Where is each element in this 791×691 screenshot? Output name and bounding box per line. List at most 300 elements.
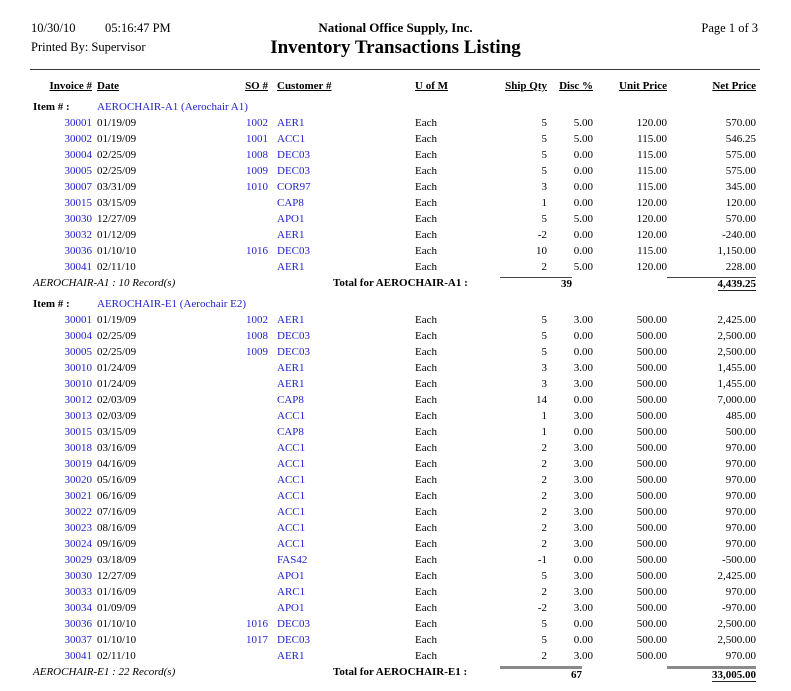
cell-ship-qty: 2 xyxy=(541,442,547,454)
cell-net-price: 970.00 xyxy=(725,474,756,486)
summary-spacer-unit xyxy=(593,275,667,295)
cell-so-link xyxy=(230,424,268,440)
cell-customer-link[interactable]: AER1 xyxy=(277,229,305,241)
group-total-net-value: 33,005.00 xyxy=(712,669,756,681)
cell-uofm: Each xyxy=(415,618,437,630)
transaction-row xyxy=(30,632,756,648)
transaction-row xyxy=(30,520,756,536)
cell-disc-pct: 0.00 xyxy=(573,181,593,193)
cell-customer-link[interactable]: ACC1 xyxy=(277,490,306,502)
cell-disc-pct: 3.00 xyxy=(573,602,593,614)
cell-date: 12/27/09 xyxy=(97,570,137,582)
cell-unit-price: 500.00 xyxy=(636,378,667,390)
cell-unit-price: 500.00 xyxy=(636,346,667,358)
cell-net-price: 970.00 xyxy=(725,490,756,502)
cell-invoice-link[interactable]: 30037 xyxy=(64,634,92,646)
cell-date: 02/11/10 xyxy=(97,261,136,273)
cell-unit-price: 500.00 xyxy=(636,554,667,566)
transaction-row xyxy=(30,408,756,424)
cell-net-price: 2,500.00 xyxy=(717,634,756,646)
cell-date: 09/16/09 xyxy=(97,538,137,550)
group-total-net xyxy=(667,275,756,295)
cell-uofm: Each xyxy=(415,133,437,145)
cell-disc-pct: 0.00 xyxy=(573,229,593,241)
cell-uofm: Each xyxy=(415,330,437,342)
col-header-disc: Disc % xyxy=(559,80,593,92)
item-number-label: Item # : xyxy=(33,100,70,113)
cell-so-link[interactable]: 1009 xyxy=(246,346,268,358)
cell-uofm: Each xyxy=(415,245,437,257)
cell-invoice-link[interactable]: 30012 xyxy=(64,394,92,406)
cell-net-price: 970.00 xyxy=(725,442,756,454)
cell-customer-link[interactable]: DEC03 xyxy=(277,330,310,342)
transaction-row xyxy=(30,616,756,632)
group-summary-row xyxy=(30,664,756,684)
cell-disc-pct: 3.00 xyxy=(573,474,593,486)
cell-invoice-link[interactable]: 30001 xyxy=(64,314,92,326)
cell-customer-link[interactable]: CAP8 xyxy=(277,426,304,438)
cell-so-link xyxy=(230,440,268,456)
cell-uofm: Each xyxy=(415,346,437,358)
cell-uofm: Each xyxy=(415,410,437,422)
cell-date: 01/10/10 xyxy=(97,245,137,257)
transaction-row xyxy=(30,328,756,344)
cell-invoice-link[interactable]: 30019 xyxy=(64,458,92,470)
cell-ship-qty: 5 xyxy=(541,213,547,225)
cell-invoice-link[interactable]: 30033 xyxy=(64,586,92,598)
cell-customer-link[interactable]: APO1 xyxy=(277,213,305,225)
cell-net-price: 546.25 xyxy=(725,133,756,145)
transaction-row xyxy=(30,376,756,392)
transaction-row xyxy=(30,211,756,227)
cell-customer-link[interactable]: ACC1 xyxy=(277,538,306,550)
col-header-customer: Customer # xyxy=(277,80,332,92)
cell-customer-link[interactable]: DEC03 xyxy=(277,618,310,630)
cell-ship-qty: 1 xyxy=(541,426,547,438)
cell-unit-price: 120.00 xyxy=(636,117,667,129)
cell-customer-link[interactable]: CAP8 xyxy=(277,394,304,406)
cell-customer-link[interactable]: ACC1 xyxy=(277,410,306,422)
cell-date: 01/24/09 xyxy=(97,362,137,374)
cell-customer-link[interactable]: AER1 xyxy=(277,362,305,374)
cell-uofm: Each xyxy=(415,149,437,161)
cell-invoice-link[interactable]: 30024 xyxy=(64,538,92,550)
summary-spacer-unit xyxy=(593,664,667,684)
transaction-row xyxy=(30,179,756,195)
col-header-so: SO # xyxy=(245,80,268,92)
cell-disc-pct: 3.00 xyxy=(573,410,593,422)
item-group-header xyxy=(30,98,756,115)
cell-disc-pct: 3.00 xyxy=(573,586,593,598)
cell-net-price: 2,500.00 xyxy=(717,346,756,358)
cell-ship-qty: 5 xyxy=(541,149,547,161)
cell-unit-price: 500.00 xyxy=(636,426,667,438)
transaction-row xyxy=(30,163,756,179)
cell-net-price: 1,455.00 xyxy=(717,378,756,390)
transaction-row xyxy=(30,504,756,520)
cell-uofm: Each xyxy=(415,490,437,502)
cell-date: 01/19/09 xyxy=(97,117,137,129)
cell-customer-link[interactable]: DEC03 xyxy=(277,634,310,646)
cell-disc-pct: 3.00 xyxy=(573,490,593,502)
cell-date: 03/15/09 xyxy=(97,197,137,209)
cell-unit-price: 500.00 xyxy=(636,474,667,486)
cell-unit-price: 500.00 xyxy=(636,522,667,534)
cell-so-link xyxy=(230,568,268,584)
cell-unit-price: 115.00 xyxy=(637,165,667,177)
cell-invoice-link[interactable]: 30036 xyxy=(64,245,92,257)
cell-net-price: 2,425.00 xyxy=(717,314,756,326)
cell-so-link[interactable]: 1002 xyxy=(246,117,268,129)
cell-customer-link[interactable]: APO1 xyxy=(277,570,305,582)
cell-customer-link[interactable]: ACC1 xyxy=(277,458,306,470)
cell-unit-price: 500.00 xyxy=(636,362,667,374)
cell-unit-price: 500.00 xyxy=(636,442,667,454)
transaction-row xyxy=(30,584,756,600)
cell-unit-price: 115.00 xyxy=(637,133,667,145)
cell-ship-qty: 5 xyxy=(541,117,547,129)
cell-ship-qty: 2 xyxy=(541,538,547,550)
cell-so-link xyxy=(230,195,268,211)
cell-net-price: 345.00 xyxy=(725,181,756,193)
cell-date: 03/16/09 xyxy=(97,442,137,454)
cell-invoice-link[interactable]: 30020 xyxy=(64,474,92,486)
cell-unit-price: 500.00 xyxy=(636,458,667,470)
report-title: Inventory Transactions Listing xyxy=(270,37,521,58)
cell-disc-pct: 3.00 xyxy=(573,570,593,582)
cell-date: 01/19/09 xyxy=(97,314,137,326)
cell-customer-link[interactable]: ARC1 xyxy=(277,586,306,598)
cell-net-price: -970.00 xyxy=(722,602,756,614)
cell-date: 02/25/09 xyxy=(97,330,137,342)
cell-customer-link[interactable]: AER1 xyxy=(277,261,305,273)
cell-invoice-link[interactable]: 30013 xyxy=(64,410,92,422)
cell-disc-pct: 0.00 xyxy=(573,394,593,406)
transaction-row xyxy=(30,424,756,440)
transaction-row xyxy=(30,131,756,147)
group-total-qty xyxy=(500,664,582,684)
cell-invoice-link[interactable]: 30004 xyxy=(64,330,92,342)
cell-disc-pct: 0.00 xyxy=(573,330,593,342)
cell-invoice-link[interactable]: 30030 xyxy=(64,570,92,582)
cell-ship-qty: 2 xyxy=(541,586,547,598)
cell-date: 02/03/09 xyxy=(97,394,137,406)
cell-disc-pct: 0.00 xyxy=(573,426,593,438)
cell-so-link xyxy=(230,520,268,536)
cell-so-link[interactable]: 1008 xyxy=(246,330,268,342)
cell-uofm: Each xyxy=(415,394,437,406)
cell-customer-link[interactable]: FAS42 xyxy=(277,554,308,566)
cell-ship-qty: 2 xyxy=(541,474,547,486)
cell-uofm: Each xyxy=(415,213,437,225)
cell-uofm: Each xyxy=(415,362,437,374)
cell-customer-link[interactable]: APO1 xyxy=(277,602,305,614)
cell-so-link[interactable]: 1009 xyxy=(246,165,268,177)
transaction-row xyxy=(30,360,756,376)
transaction-row xyxy=(30,568,756,584)
cell-customer-link[interactable]: AER1 xyxy=(277,117,305,129)
cell-invoice-link[interactable]: 30023 xyxy=(64,522,92,534)
cell-invoice-link[interactable]: 30002 xyxy=(64,133,92,145)
cell-uofm: Each xyxy=(415,522,437,534)
item-name-link[interactable]: AEROCHAIR-E1 (Aerochair E2) xyxy=(97,297,247,310)
cell-invoice-link[interactable]: 30041 xyxy=(64,650,92,662)
cell-ship-qty: 2 xyxy=(541,650,547,662)
cell-invoice-link[interactable]: 30010 xyxy=(64,362,92,374)
column-header-row xyxy=(30,80,756,98)
transaction-row xyxy=(30,648,756,664)
cell-net-price: 1,455.00 xyxy=(717,362,756,374)
cell-net-price: 970.00 xyxy=(725,458,756,470)
transaction-row xyxy=(30,600,756,616)
cell-net-price: 970.00 xyxy=(725,586,756,598)
cell-invoice-link[interactable]: 30001 xyxy=(64,117,92,129)
cell-so-link xyxy=(230,648,268,664)
cell-so-link xyxy=(230,504,268,520)
cell-net-price: 970.00 xyxy=(725,650,756,662)
cell-ship-qty: 14 xyxy=(536,394,547,406)
cell-date: 01/24/09 xyxy=(97,378,137,390)
cell-disc-pct: 0.00 xyxy=(573,618,593,630)
cell-disc-pct: 0.00 xyxy=(573,165,593,177)
cell-uofm: Each xyxy=(415,378,437,390)
cell-date: 02/03/09 xyxy=(97,410,137,422)
transactions-table xyxy=(30,80,756,684)
cell-customer-link[interactable]: DEC03 xyxy=(277,245,310,257)
cell-ship-qty: 5 xyxy=(541,165,547,177)
cell-customer-link[interactable]: DEC03 xyxy=(277,346,310,358)
cell-ship-qty: 1 xyxy=(541,410,547,422)
cell-customer-link[interactable]: ACC1 xyxy=(277,506,306,518)
cell-net-price: 500.00 xyxy=(725,426,756,438)
cell-disc-pct: 3.00 xyxy=(573,458,593,470)
cell-so-link[interactable]: 1002 xyxy=(246,314,268,326)
cell-uofm: Each xyxy=(415,197,437,209)
cell-unit-price: 500.00 xyxy=(636,618,667,630)
cell-ship-qty: 3 xyxy=(541,362,547,374)
cell-net-price: 2,425.00 xyxy=(717,570,756,582)
group-total-net xyxy=(667,664,756,684)
cell-disc-pct: 3.00 xyxy=(573,506,593,518)
cell-customer-link[interactable]: CAP8 xyxy=(277,197,304,209)
cell-disc-pct: 3.00 xyxy=(573,442,593,454)
cell-unit-price: 115.00 xyxy=(637,245,667,257)
cell-invoice-link[interactable]: 30032 xyxy=(64,229,92,241)
cell-so-link xyxy=(230,584,268,600)
cell-disc-pct: 0.00 xyxy=(573,149,593,161)
cell-date: 04/16/09 xyxy=(97,458,137,470)
cell-date: 01/19/09 xyxy=(97,133,137,145)
group-total-label: Total for AEROCHAIR-A1 : xyxy=(333,277,468,289)
cell-invoice-link[interactable]: 30010 xyxy=(64,378,92,390)
item-number-label: Item # : xyxy=(33,297,70,310)
cell-disc-pct: 3.00 xyxy=(573,650,593,662)
cell-date: 03/18/09 xyxy=(97,554,137,566)
cell-net-price: 575.00 xyxy=(725,149,756,161)
cell-net-price: 970.00 xyxy=(725,522,756,534)
cell-net-price: 570.00 xyxy=(725,213,756,225)
col-header-netprice: Net Price xyxy=(712,80,756,92)
cell-unit-price: 500.00 xyxy=(636,410,667,422)
cell-so-link xyxy=(230,227,268,243)
cell-invoice-link[interactable]: 30005 xyxy=(64,165,92,177)
item-group-header xyxy=(30,295,756,312)
cell-net-price: 575.00 xyxy=(725,165,756,177)
group-summary-row xyxy=(30,275,756,295)
cell-so-link[interactable]: 1008 xyxy=(246,149,268,161)
item-name-link[interactable]: AEROCHAIR-A1 (Aerochair A1) xyxy=(97,100,248,113)
cell-so-link xyxy=(230,376,268,392)
cell-ship-qty: 5 xyxy=(541,634,547,646)
transaction-row xyxy=(30,472,756,488)
col-header-date: Date xyxy=(97,80,119,92)
cell-so-link[interactable]: 1001 xyxy=(246,133,268,145)
cell-unit-price: 500.00 xyxy=(636,602,667,614)
cell-unit-price: 115.00 xyxy=(637,181,667,193)
cell-so-link[interactable]: 1016 xyxy=(246,618,268,630)
cell-net-price: -240.00 xyxy=(722,229,756,241)
cell-ship-qty: 3 xyxy=(541,378,547,390)
cell-invoice-link[interactable]: 30018 xyxy=(64,442,92,454)
cell-so-link xyxy=(230,408,268,424)
group-total-qty xyxy=(500,275,572,295)
cell-invoice-link[interactable]: 30007 xyxy=(64,181,92,193)
cell-invoice-link[interactable]: 30022 xyxy=(64,506,92,518)
cell-ship-qty: 2 xyxy=(541,490,547,502)
cell-invoice-link[interactable]: 30029 xyxy=(64,554,92,566)
cell-invoice-link[interactable]: 30034 xyxy=(64,602,92,614)
transaction-row xyxy=(30,115,756,131)
cell-invoice-link[interactable]: 30021 xyxy=(64,490,92,502)
cell-ship-qty: 2 xyxy=(541,522,547,534)
cell-ship-qty: 2 xyxy=(541,506,547,518)
cell-net-price: 228.00 xyxy=(725,261,756,273)
cell-customer-link[interactable]: DEC03 xyxy=(277,149,310,161)
cell-unit-price: 120.00 xyxy=(636,213,667,225)
cell-so-link xyxy=(230,552,268,568)
cell-net-price: 120.00 xyxy=(725,197,756,209)
cell-disc-pct: 3.00 xyxy=(573,522,593,534)
cell-invoice-link[interactable]: 30030 xyxy=(64,213,92,225)
cell-disc-pct: 5.00 xyxy=(573,117,593,129)
cell-disc-pct: 0.00 xyxy=(573,634,593,646)
print-time: 05:16:47 PM xyxy=(105,21,171,35)
cell-customer-link[interactable]: AER1 xyxy=(277,314,305,326)
cell-unit-price: 120.00 xyxy=(636,229,667,241)
cell-ship-qty: -2 xyxy=(537,229,547,241)
cell-date: 06/16/09 xyxy=(97,490,137,502)
cell-date: 01/09/09 xyxy=(97,602,137,614)
cell-ship-qty: 2 xyxy=(541,261,547,273)
cell-so-link xyxy=(230,259,268,275)
printed-by: Printed By: Supervisor xyxy=(31,40,146,54)
cell-uofm: Each xyxy=(415,474,437,486)
cell-so-link xyxy=(230,536,268,552)
transaction-row xyxy=(30,536,756,552)
cell-invoice-link[interactable]: 30015 xyxy=(64,197,92,209)
cell-date: 02/25/09 xyxy=(97,149,137,161)
cell-date: 01/10/10 xyxy=(97,618,137,630)
cell-customer-link[interactable]: ACC1 xyxy=(277,442,306,454)
cell-uofm: Each xyxy=(415,117,437,129)
cell-disc-pct: 0.00 xyxy=(573,554,593,566)
cell-uofm: Each xyxy=(415,554,437,566)
record-count: AEROCHAIR-A1 : 10 Record(s) xyxy=(33,277,176,289)
cell-net-price: 970.00 xyxy=(725,506,756,518)
cell-ship-qty: 5 xyxy=(541,346,547,358)
cell-invoice-link[interactable]: 30041 xyxy=(64,261,92,273)
cell-uofm: Each xyxy=(415,602,437,614)
transaction-row xyxy=(30,227,756,243)
cell-so-link xyxy=(230,600,268,616)
cell-ship-qty: 10 xyxy=(536,245,547,257)
report-body xyxy=(30,80,760,684)
cell-disc-pct: 5.00 xyxy=(573,213,593,225)
cell-date: 01/12/09 xyxy=(97,229,137,241)
transaction-row xyxy=(30,259,756,275)
cell-ship-qty: -2 xyxy=(537,602,547,614)
print-date: 10/30/10 xyxy=(31,21,76,35)
cell-net-price: 970.00 xyxy=(725,538,756,550)
cell-disc-pct: 0.00 xyxy=(573,346,593,358)
cell-date: 03/31/09 xyxy=(97,181,137,193)
cell-customer-link[interactable]: ACC1 xyxy=(277,133,306,145)
cell-net-price: 7,000.00 xyxy=(717,394,756,406)
cell-disc-pct: 3.00 xyxy=(573,538,593,550)
cell-disc-pct: 3.00 xyxy=(573,378,593,390)
cell-ship-qty: 5 xyxy=(541,133,547,145)
cell-unit-price: 500.00 xyxy=(636,490,667,502)
cell-customer-link[interactable]: AER1 xyxy=(277,650,305,662)
cell-invoice-link[interactable]: 30015 xyxy=(64,426,92,438)
cell-date: 03/15/09 xyxy=(97,426,137,438)
cell-ship-qty: 5 xyxy=(541,570,547,582)
col-header-unitprice: Unit Price xyxy=(619,80,667,92)
company-name: National Office Supply, Inc. xyxy=(318,20,473,35)
cell-unit-price: 500.00 xyxy=(636,330,667,342)
cell-net-price: 2,500.00 xyxy=(717,618,756,630)
cell-ship-qty: 5 xyxy=(541,330,547,342)
cell-so-link[interactable]: 1010 xyxy=(246,181,268,193)
cell-so-link xyxy=(230,392,268,408)
cell-unit-price: 500.00 xyxy=(636,538,667,550)
cell-uofm: Each xyxy=(415,181,437,193)
cell-unit-price: 500.00 xyxy=(636,506,667,518)
cell-invoice-link[interactable]: 30004 xyxy=(64,149,92,161)
cell-invoice-link[interactable]: 30005 xyxy=(64,346,92,358)
cell-so-link[interactable]: 1017 xyxy=(246,634,268,646)
cell-disc-pct: 5.00 xyxy=(573,133,593,145)
cell-uofm: Each xyxy=(415,634,437,646)
cell-customer-link[interactable]: AER1 xyxy=(277,378,305,390)
transaction-row xyxy=(30,243,756,259)
cell-uofm: Each xyxy=(415,442,437,454)
transaction-row xyxy=(30,552,756,568)
cell-so-link[interactable]: 1016 xyxy=(246,245,268,257)
transaction-row xyxy=(30,312,756,328)
cell-unit-price: 500.00 xyxy=(636,394,667,406)
cell-customer-link[interactable]: DEC03 xyxy=(277,165,310,177)
cell-customer-link[interactable]: COR97 xyxy=(277,181,311,193)
cell-uofm: Each xyxy=(415,538,437,550)
cell-unit-price: 500.00 xyxy=(636,634,667,646)
cell-customer-link[interactable]: ACC1 xyxy=(277,474,306,486)
cell-invoice-link[interactable]: 30036 xyxy=(64,618,92,630)
transaction-row xyxy=(30,392,756,408)
col-header-invoice: Invoice # xyxy=(49,80,92,92)
cell-customer-link[interactable]: ACC1 xyxy=(277,522,306,534)
group-total-net-value: 4,439.25 xyxy=(717,278,756,290)
